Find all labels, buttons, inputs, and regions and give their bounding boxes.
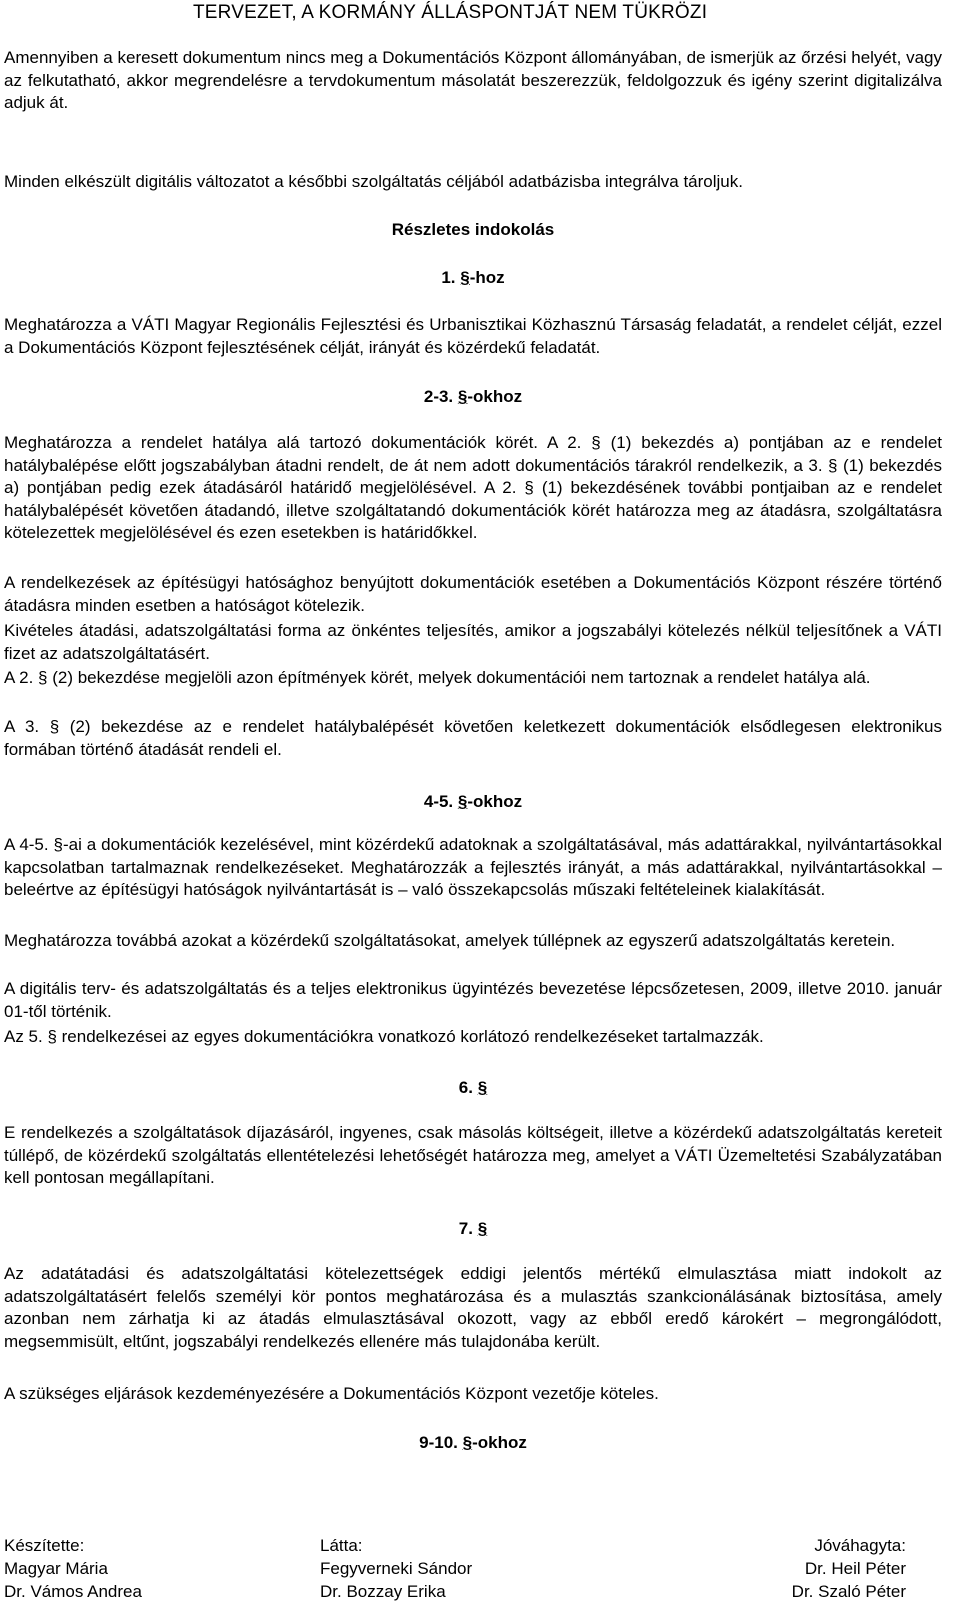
approved-by-name: Dr. Szaló Péter — [791, 1582, 906, 1601]
section-paragraph: A 3. § (2) bekezdése az e rendelet hatálybalépését követően keletkezett dokumentációk elsődlegesen elektronikus formában történő átadását rendeli el. — [4, 717, 942, 759]
section-number: 4-5. — [423, 792, 454, 811]
section-paragraph: Kivételes átadási, adatszolgáltatási forma az önkéntes teljesítés, amikor a jogszabályi kötelezés nélkül teljesítőnek a VÁTI fizet az adatszolgáltatásért. — [4, 621, 942, 663]
section-suffix: -okhoz — [467, 387, 523, 406]
prepared-by-name: Magyar Mária — [4, 1559, 108, 1578]
section-number: 1. — [441, 268, 456, 287]
section-paragraph: A 2. § (2) bekezdése megjelöli azon építmények körét, melyek dokumentációi nem tartoznak a rendelet hatálya alá. — [4, 668, 871, 687]
approved-by-name: Dr. Heil Péter — [804, 1559, 906, 1578]
section-paragraph: Az adatátadási és adatszolgáltatási kötelezettségek eddigi jelentős mértékű elmulasztása miatt indokolt az adatszolgáltatásért felelős személyi kör pontos meghatározása és a mulasztás szankcionálásának biztosítása, amely azonban nem zárhatja ki az átadás elmulasztásával okozott, vagy az ebből eredő károkért – megrongálódott, megsemmisült, eltűnt, jogszabályi rendelkezés ellenére más tulajdonába került. — [4, 1264, 942, 1351]
prepared-by-label: Készítette: — [4, 1536, 85, 1555]
section-sign-icon: § — [460, 268, 470, 287]
section-suffix: -okhoz — [472, 1433, 527, 1452]
intro-paragraph: Minden elkészült digitális változatot a későbbi szolgáltatás céljából adatbázisba integrálva tároljuk. — [4, 172, 743, 191]
section-number: 9-10. — [419, 1433, 458, 1452]
approved-by-label: Jóváhagyta: — [814, 1536, 906, 1555]
section-paragraph: A rendelkezések az építésügyi hatósághoz benyújtott dokumentációk esetében a Dokumentációs Központ részére történő átadásra minden esetben a hatóságot kötelezik. — [4, 573, 942, 615]
section-sign-icon: § — [462, 1433, 473, 1452]
reviewed-by-label: Látta: — [320, 1536, 363, 1555]
section-heading-9-10 — [0, 1432, 946, 1454]
signature-names-row — [4, 1580, 942, 1603]
signature-labels-row — [4, 1534, 942, 1557]
section-heading-7 — [0, 1218, 946, 1240]
section-paragraph: Az 5. § rendelkezései az egyes dokumentációkra vonatkozó korlátozó rendelkezéseket tartalmazzák. — [4, 1027, 764, 1046]
prepared-by-name: Dr. Vámos Andrea — [4, 1582, 142, 1601]
section-heading-1 — [0, 267, 946, 289]
section-sign-icon: § — [477, 1219, 488, 1238]
section-heading-4-5 — [0, 791, 946, 813]
section-paragraph: A 4-5. §-ai a dokumentációk kezelésével, mint közérdekű adatoknak a szolgáltatásával, más adattárakkal, nyilvántartásokkal kapcsolatban tartalmaznak rendelkezéseket. Meghatározzák a fejlesztés irányát, a más adattárakkal, nyilvántartásokkal – beleértve az építésügyi hatóságok nyilvántartását is – való összekapcsolás műszaki feltételeinek kialakítását. — [4, 835, 942, 899]
main-heading: Részletes indokolás — [391, 220, 555, 239]
section-number: 2-3. — [423, 387, 454, 406]
section-suffix: -okhoz — [467, 792, 523, 811]
section-sign-icon: § — [477, 1078, 488, 1097]
section-sign-icon: § — [457, 387, 468, 406]
section-sign-icon: § — [457, 792, 468, 811]
reviewed-by-name: Fegyverneki Sándor — [320, 1559, 473, 1578]
section-paragraph: Meghatározza továbbá azokat a közérdekű szolgáltatásokat, amelyek túllépnek az egyszerű adatszolgáltatás keretein. — [4, 931, 896, 950]
section-paragraph: Meghatározza a VÁTI Magyar Regionális Fejlesztési és Urbanisztikai Közhasznú Társaság feladatát, a rendelet célját, ezzel a Dokumentációs Központ fejlesztésének célját, irányát és közérdekű feladatát. — [4, 315, 942, 357]
section-heading-6 — [0, 1077, 946, 1099]
section-paragraph: A digitális terv- és adatszolgáltatás és a teljes elektronikus ügyintézés bevezetése lépcsőzetesen, 2009, illetve 2010. január 01-től történik. — [4, 979, 942, 1021]
section-paragraph: Meghatározza a rendelet hatálya alá tartozó dokumentációk körét. A 2. § (1) bekezdés a) pontjában az e rendelet hatálybalépése előtt jogszabályban átadni rendelt, de át nem adott dokumentációs tárakról rendelkezik, a 3. § (1) bekezdés a) pontjában pedig ezek átadásáról határidő megjelölésével. A 2. § (1) bekezdésének további pontjaiban az e rendelet hatálybalépését követően átadandó, illetve szolgáltatandó dokumentációk körét határozza meg az átadásra, szolgáltatásra kötelezettek megjelölésével és ezen esetekben is határidőkkel. — [4, 433, 942, 542]
section-paragraph: E rendelkezés a szolgáltatások díjazásáról, ingyenes, csak másolás költségeit, illetve a közérdekű adatszolgáltatás kereteit túllépő, de közérdekű szolgáltatás ellentételezési lehetőségét határozza meg, amelyet a VÁTI Üzemeltetési Szabályzatában kell pontosan megállapítani. — [4, 1123, 942, 1187]
section-number: 6. — [458, 1078, 473, 1097]
draft-notice: TERVEZET, A KORMÁNY ÁLLÁSPONTJÁT NEM TÜKRÖZI — [193, 2, 708, 23]
section-heading-2-3 — [0, 386, 946, 408]
section-paragraph: A szükséges eljárások kezdeményezésére a Dokumentációs Központ vezetője köteles. — [4, 1384, 659, 1403]
signature-names-row — [4, 1557, 942, 1580]
reviewed-by-name: Dr. Bozzay Erika — [320, 1582, 446, 1601]
intro-paragraph: Amennyiben a keresett dokumentum nincs meg a Dokumentációs Központ állományában, de ismerjük az őrzési helyét, vagy az felkutatható, akkor megrendelésre a tervdokumentum másolatát beszerezzük, feldolgozzuk és igény szerint digitalizálva adjuk át. — [4, 48, 942, 112]
section-number: 7. — [458, 1219, 473, 1238]
section-suffix: -hoz — [469, 268, 505, 287]
